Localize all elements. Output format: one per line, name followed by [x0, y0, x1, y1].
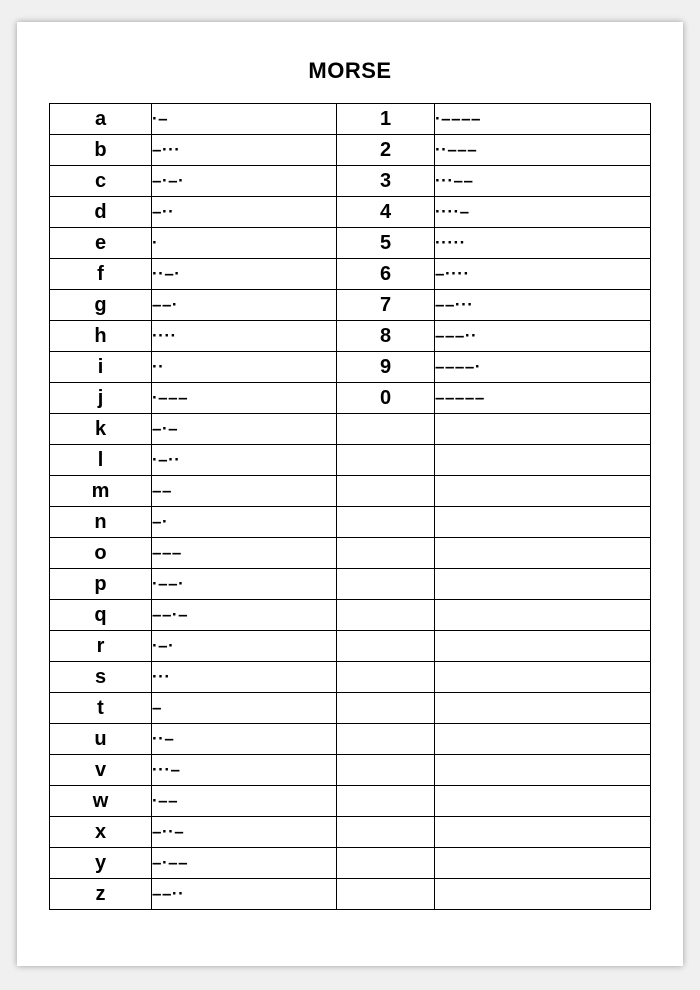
- digit-cell: 4: [337, 197, 435, 228]
- table-row: [50, 290, 651, 321]
- digit-cell: 2: [337, 135, 435, 166]
- letter-cell: o: [50, 538, 152, 569]
- letter-cell: j: [50, 383, 152, 414]
- letter-cell: m: [50, 476, 152, 507]
- table-row: [50, 662, 651, 693]
- letter-code-cell: –··: [152, 197, 337, 228]
- letter-code-cell: –·–·: [152, 166, 337, 197]
- empty-cell: [337, 817, 435, 848]
- table-row: [50, 476, 651, 507]
- letter-code-cell: ·–·: [152, 631, 337, 662]
- digit-code-cell: ––––·: [435, 352, 651, 383]
- letter-code-cell: ·––·: [152, 569, 337, 600]
- letter-cell: k: [50, 414, 152, 445]
- page-title: MORSE: [308, 58, 392, 83]
- digit-cell: 9: [337, 352, 435, 383]
- empty-cell: [435, 569, 651, 600]
- letter-cell: z: [50, 879, 152, 910]
- digit-code-cell: –····: [435, 259, 651, 290]
- letter-code-cell: –·: [152, 507, 337, 538]
- morse-table: [49, 103, 651, 910]
- empty-cell: [337, 569, 435, 600]
- letter-code-cell: ·–––: [152, 383, 337, 414]
- empty-cell: [337, 414, 435, 445]
- letter-code-cell: ·––: [152, 786, 337, 817]
- digit-code-cell: ––···: [435, 290, 651, 321]
- letter-cell: l: [50, 445, 152, 476]
- table-row: [50, 755, 651, 786]
- letter-cell: x: [50, 817, 152, 848]
- empty-cell: [337, 755, 435, 786]
- empty-cell: [337, 631, 435, 662]
- table-row: [50, 879, 651, 910]
- empty-cell: [435, 817, 651, 848]
- empty-cell: [435, 786, 651, 817]
- letter-cell: f: [50, 259, 152, 290]
- letter-cell: s: [50, 662, 152, 693]
- letter-cell: b: [50, 135, 152, 166]
- empty-cell: [435, 538, 651, 569]
- digit-code-cell: ·––––: [435, 104, 651, 135]
- table-row: [50, 507, 651, 538]
- empty-cell: [337, 662, 435, 693]
- empty-cell: [435, 724, 651, 755]
- table-row: [50, 259, 651, 290]
- letter-cell: a: [50, 104, 152, 135]
- letter-code-cell: ···: [152, 662, 337, 693]
- letter-code-cell: ··: [152, 352, 337, 383]
- letter-code-cell: –––: [152, 538, 337, 569]
- letter-code-cell: –·––: [152, 848, 337, 879]
- letter-code-cell: ·–··: [152, 445, 337, 476]
- letter-code-cell: ····: [152, 321, 337, 352]
- table-row: [50, 228, 651, 259]
- letter-cell: y: [50, 848, 152, 879]
- empty-cell: [337, 724, 435, 755]
- letter-code-cell: ––·–: [152, 600, 337, 631]
- letter-cell: i: [50, 352, 152, 383]
- table-row: [50, 104, 651, 135]
- table-row: [50, 352, 651, 383]
- empty-cell: [435, 693, 651, 724]
- table-row: [50, 538, 651, 569]
- letter-cell: p: [50, 569, 152, 600]
- digit-code-cell: –––··: [435, 321, 651, 352]
- table-row: [50, 445, 651, 476]
- digit-code-cell: ·····: [435, 228, 651, 259]
- table-row: [50, 848, 651, 879]
- table-row: [50, 693, 651, 724]
- letter-cell: w: [50, 786, 152, 817]
- letter-cell: r: [50, 631, 152, 662]
- letter-code-cell: ··–: [152, 724, 337, 755]
- letter-code-cell: –·–: [152, 414, 337, 445]
- letter-cell: t: [50, 693, 152, 724]
- letter-code-cell: –··–: [152, 817, 337, 848]
- letter-cell: g: [50, 290, 152, 321]
- empty-cell: [435, 848, 651, 879]
- empty-cell: [435, 755, 651, 786]
- letter-cell: e: [50, 228, 152, 259]
- empty-cell: [435, 445, 651, 476]
- letter-cell: d: [50, 197, 152, 228]
- table-row: [50, 631, 651, 662]
- letter-code-cell: ·–: [152, 104, 337, 135]
- digit-cell: 7: [337, 290, 435, 321]
- table-row: [50, 383, 651, 414]
- digit-cell: 6: [337, 259, 435, 290]
- table-row: [50, 414, 651, 445]
- letter-cell: c: [50, 166, 152, 197]
- digit-cell: 5: [337, 228, 435, 259]
- letter-code-cell: –: [152, 693, 337, 724]
- table-row: [50, 166, 651, 197]
- digit-cell: 3: [337, 166, 435, 197]
- letter-code-cell: ··–·: [152, 259, 337, 290]
- table-row: [50, 321, 651, 352]
- digit-code-cell: ····–: [435, 197, 651, 228]
- digit-cell: 1: [337, 104, 435, 135]
- empty-cell: [435, 662, 651, 693]
- empty-cell: [337, 786, 435, 817]
- table-row: [50, 569, 651, 600]
- letter-code-cell: ––: [152, 476, 337, 507]
- empty-cell: [337, 879, 435, 910]
- empty-cell: [435, 879, 651, 910]
- digit-cell: 8: [337, 321, 435, 352]
- table-row: [50, 197, 651, 228]
- letter-code-cell: ––·: [152, 290, 337, 321]
- empty-cell: [337, 693, 435, 724]
- empty-cell: [337, 507, 435, 538]
- letter-cell: h: [50, 321, 152, 352]
- letter-cell: n: [50, 507, 152, 538]
- digit-cell: 0: [337, 383, 435, 414]
- digit-code-cell: ··–––: [435, 135, 651, 166]
- empty-cell: [435, 507, 651, 538]
- letter-code-cell: ···–: [152, 755, 337, 786]
- empty-cell: [337, 445, 435, 476]
- digit-code-cell: ···––: [435, 166, 651, 197]
- empty-cell: [435, 631, 651, 662]
- empty-cell: [435, 476, 651, 507]
- table-row: [50, 786, 651, 817]
- letter-code-cell: ·: [152, 228, 337, 259]
- letter-cell: v: [50, 755, 152, 786]
- empty-cell: [337, 538, 435, 569]
- document-page: [17, 22, 683, 966]
- table-row: [50, 724, 651, 755]
- morse-table-body: [50, 104, 651, 910]
- empty-cell: [337, 848, 435, 879]
- table-row: [50, 817, 651, 848]
- empty-cell: [337, 600, 435, 631]
- table-row: [50, 135, 651, 166]
- letter-cell: u: [50, 724, 152, 755]
- empty-cell: [435, 600, 651, 631]
- empty-cell: [435, 414, 651, 445]
- digit-code-cell: –––––: [435, 383, 651, 414]
- letter-cell: q: [50, 600, 152, 631]
- letter-code-cell: –···: [152, 135, 337, 166]
- empty-cell: [337, 476, 435, 507]
- table-row: [50, 600, 651, 631]
- letter-code-cell: ––··: [152, 879, 337, 910]
